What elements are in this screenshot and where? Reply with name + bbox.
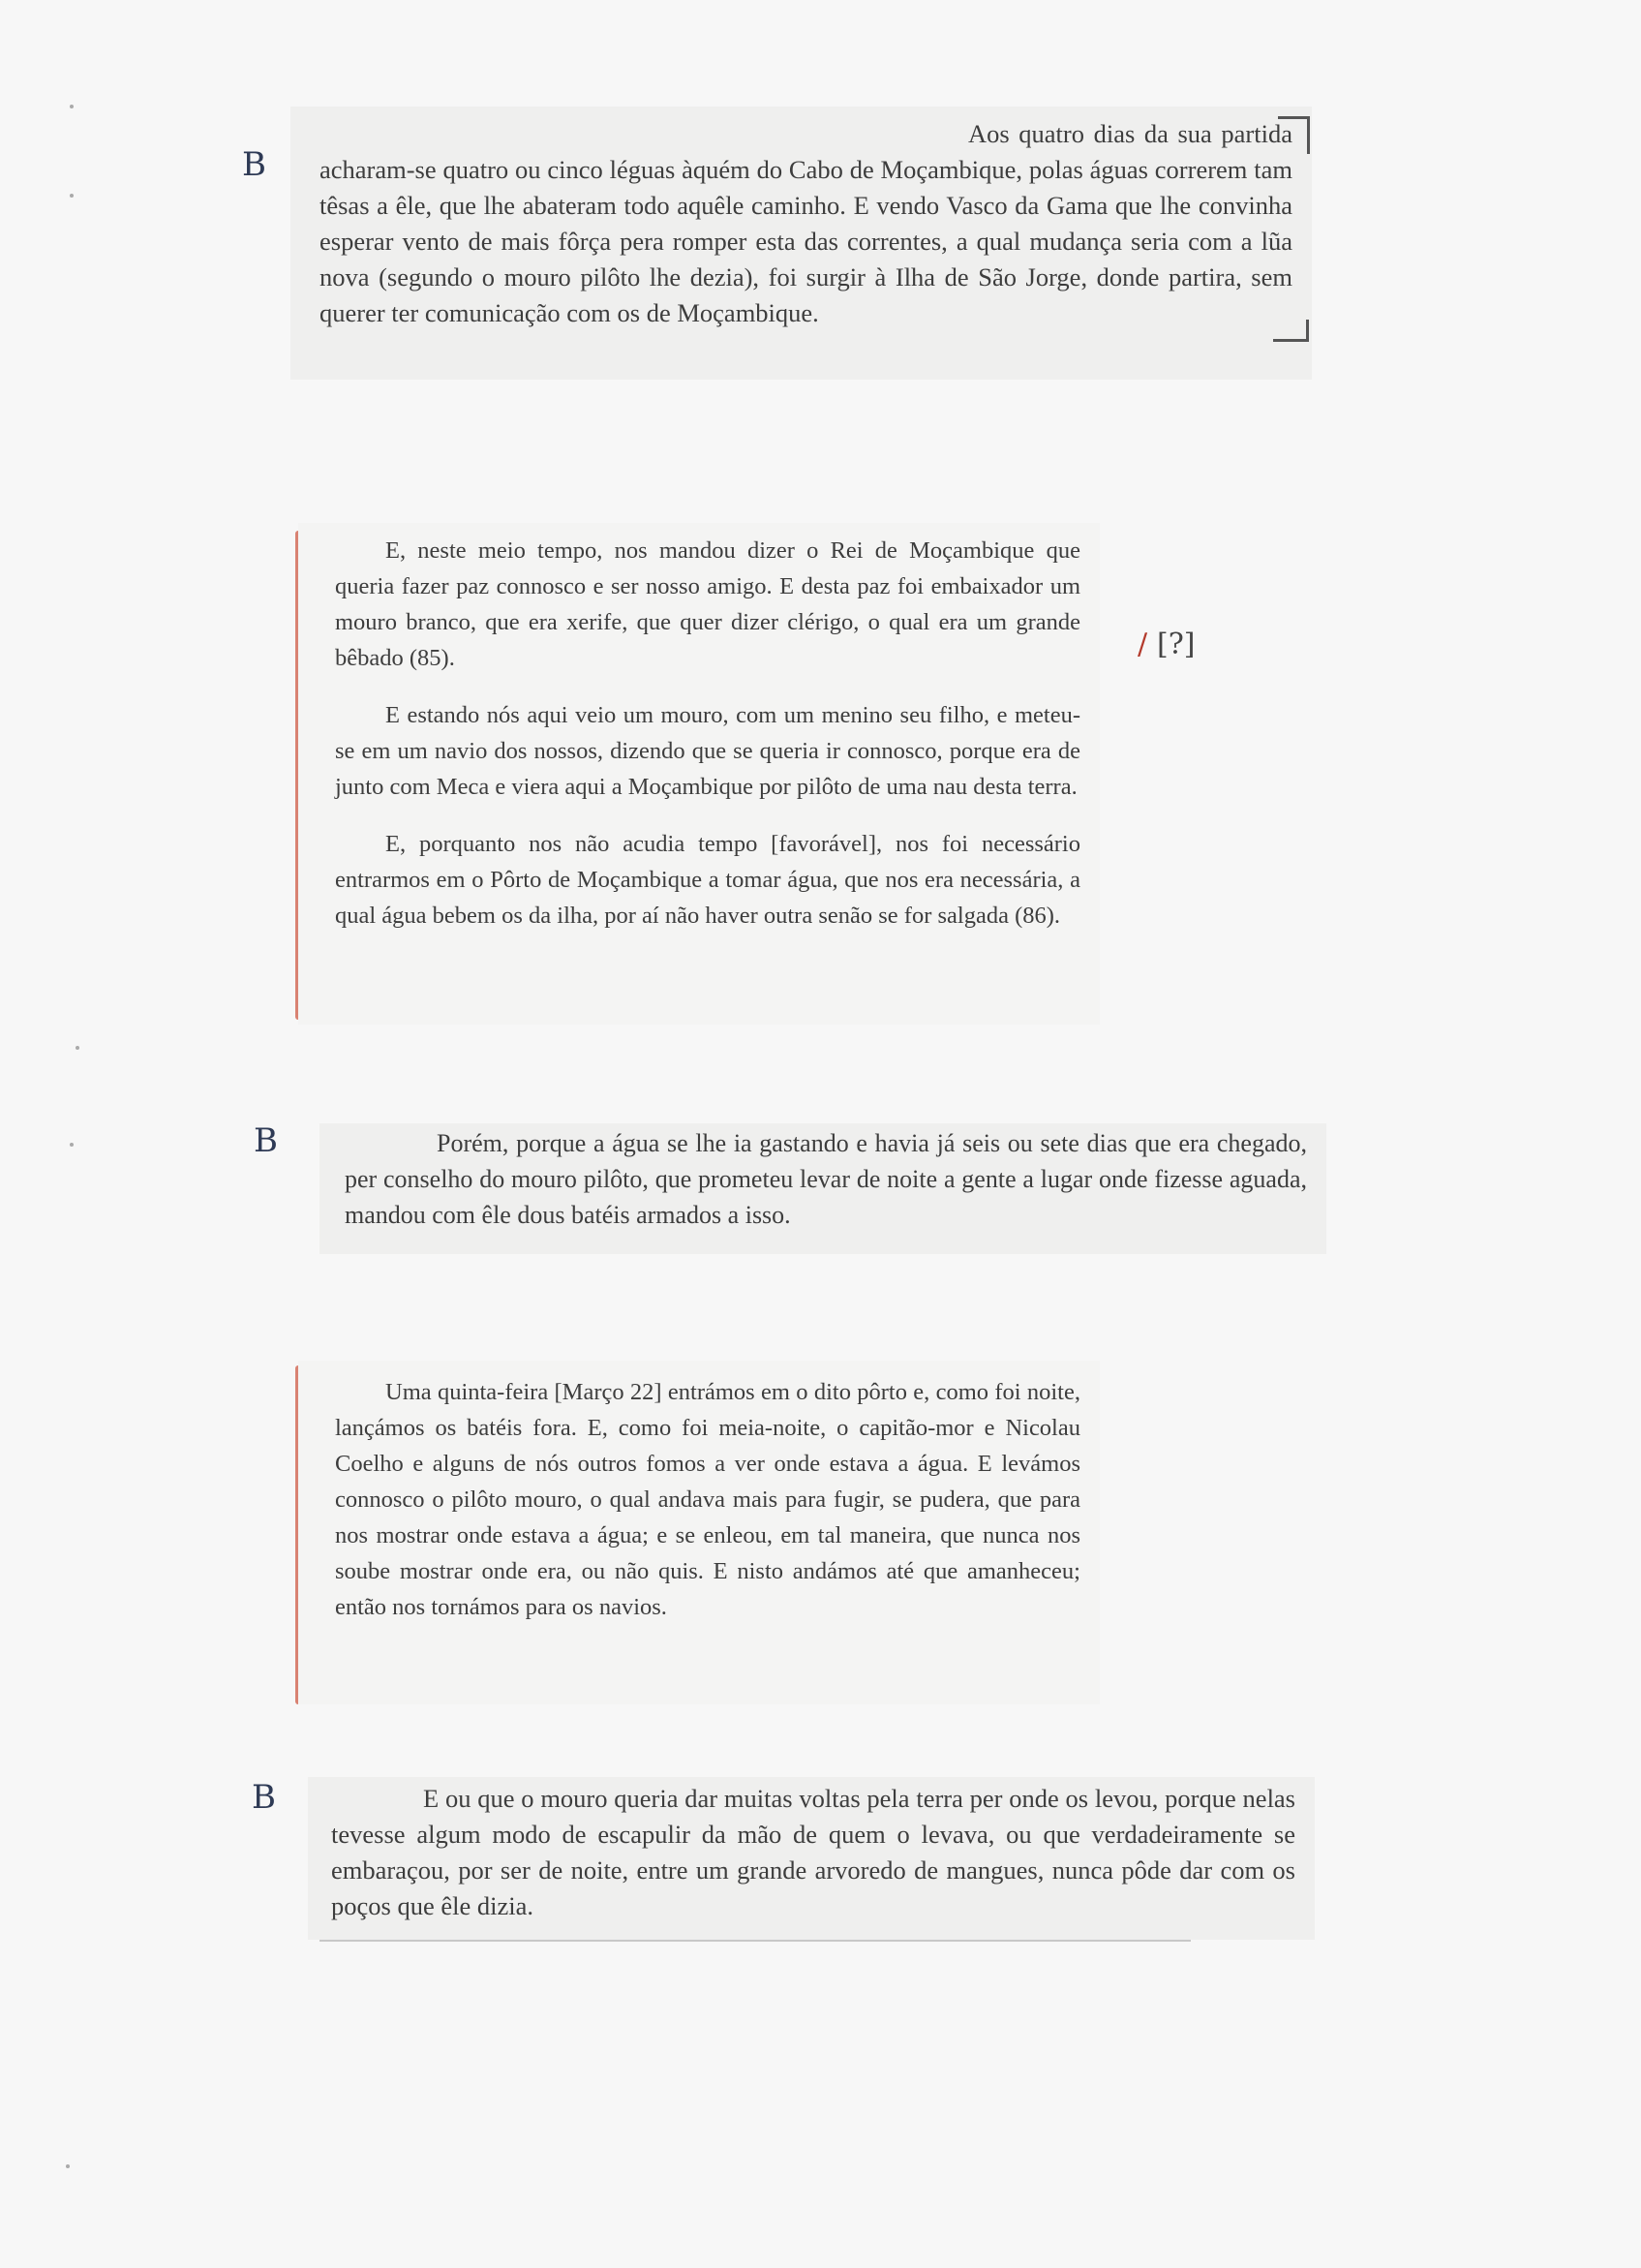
clipping-text-body: E ou que o mouro queria dar muitas voltas pela terra per onde os levou, porque nelas tevesse algum modo de escapulir da mão de quem o levava, ou que verdadeiramente se embaraçou, por ser de noite, entre um grande arvoredo de mangues, nunca pôde dar com os poços que êle dizia. [331,1784,1295,1920]
clipping-text [335,533,1080,676]
clipping-paragraph-2 [298,523,1100,1025]
clipping-text [335,697,1080,805]
clipping-text-2: E estando nós aqui veio um mouro, com um menino seu filho, e meteu-se em um navio dos nossos, dizendo que se queria ir connosco, porque era de junto com Meca e viera aqui a Moçambique por pilôto de uma nau desta terra. [335,702,1080,800]
section-marker-b: B [252,1778,276,1817]
clipping-paragraph-4 [298,1361,1100,1704]
scan-speck [66,2164,70,2168]
clipping-text [345,1125,1307,1233]
clipping-paragraph-5 [308,1777,1315,1940]
scan-speck [76,1046,79,1050]
clipping-text-1: E, neste meio tempo, nos mandou dizer o Rei de Moçambique que queria fazer paz connosco e ser nosso amigo. E desta paz foi embaixador um mouro branco, que era xerife, que quer dizer clérigo, o qual era um grande bêbado (85). [335,537,1080,671]
section-marker-b: B [242,145,266,184]
scan-speck [70,1143,74,1147]
clipping-paragraph-1 [290,107,1312,380]
edit-bracket [1273,320,1309,342]
clipping-paragraph-3 [319,1123,1326,1254]
clipping-text [331,1781,1295,1924]
scan-speck [70,194,74,198]
clipping-text [335,1374,1080,1625]
clipping-text-3: E, porquanto nos não acudia tempo [favorável], nos foi necessário entrarmos em o Pôrto de Moçambique a tomar água, que nos era necessária, a qual água bebem os da ilha, por aí não haver outra senão se for salgada (86). [335,831,1080,929]
clipping-text [335,826,1080,934]
clipping-text-body: Porém, porque a água se lhe ia gastando e havia já seis ou sete dias que era chegado, per conselho do mouro pilôto, que prometeu levar de noite a gente a lugar onde fizesse aguada, mandou com êle dous batéis armados a isso. [345,1129,1307,1229]
scan-speck [70,105,74,108]
cut-edge [319,1940,1191,1942]
clipping-text-body: Uma quinta-feira [Março 22] entrámos em o dito pôrto e, como foi noite, lançámos os batéis fora. E, como foi meia-noite, o capitão-mor e Nicolau Coelho e alguns de nós outros fomos a ver onde estava a água. E levámos connosco o pilôto mouro, o qual andava mais para fugir, se pudera, que para nos mostrar onde estava a água; e se enleou, em tal maneira, que nunca nos soube mostrar onde era, ou não quis. E nisto andámos até que amanheceu; então nos tornámos para os navios. [335,1379,1080,1620]
edit-bracket [1278,116,1310,154]
clipping-text: Aos quatro dias da sua partida acharam-se quatro ou cinco léguas àquém do Cabo de Moçambique, polas águas correrem tam têsas a êle, que lhe abateram todo aquêle caminho. E vendo Vasco da Gama que lhe convinha esperar vento de mais fôrça pera romper esta das correntes, a qual mudança seria com a lũa nova (segundo o mouro pilôto lhe dezia), foi surgir à Ilha de São Jorge, donde partira, sem querer ter comunicação com os de Moçambique. [319,119,1292,327]
margin-query-note: [?] [1157,628,1196,661]
red-pencil-annotation: / [1138,628,1148,661]
section-marker-b: B [254,1121,278,1160]
